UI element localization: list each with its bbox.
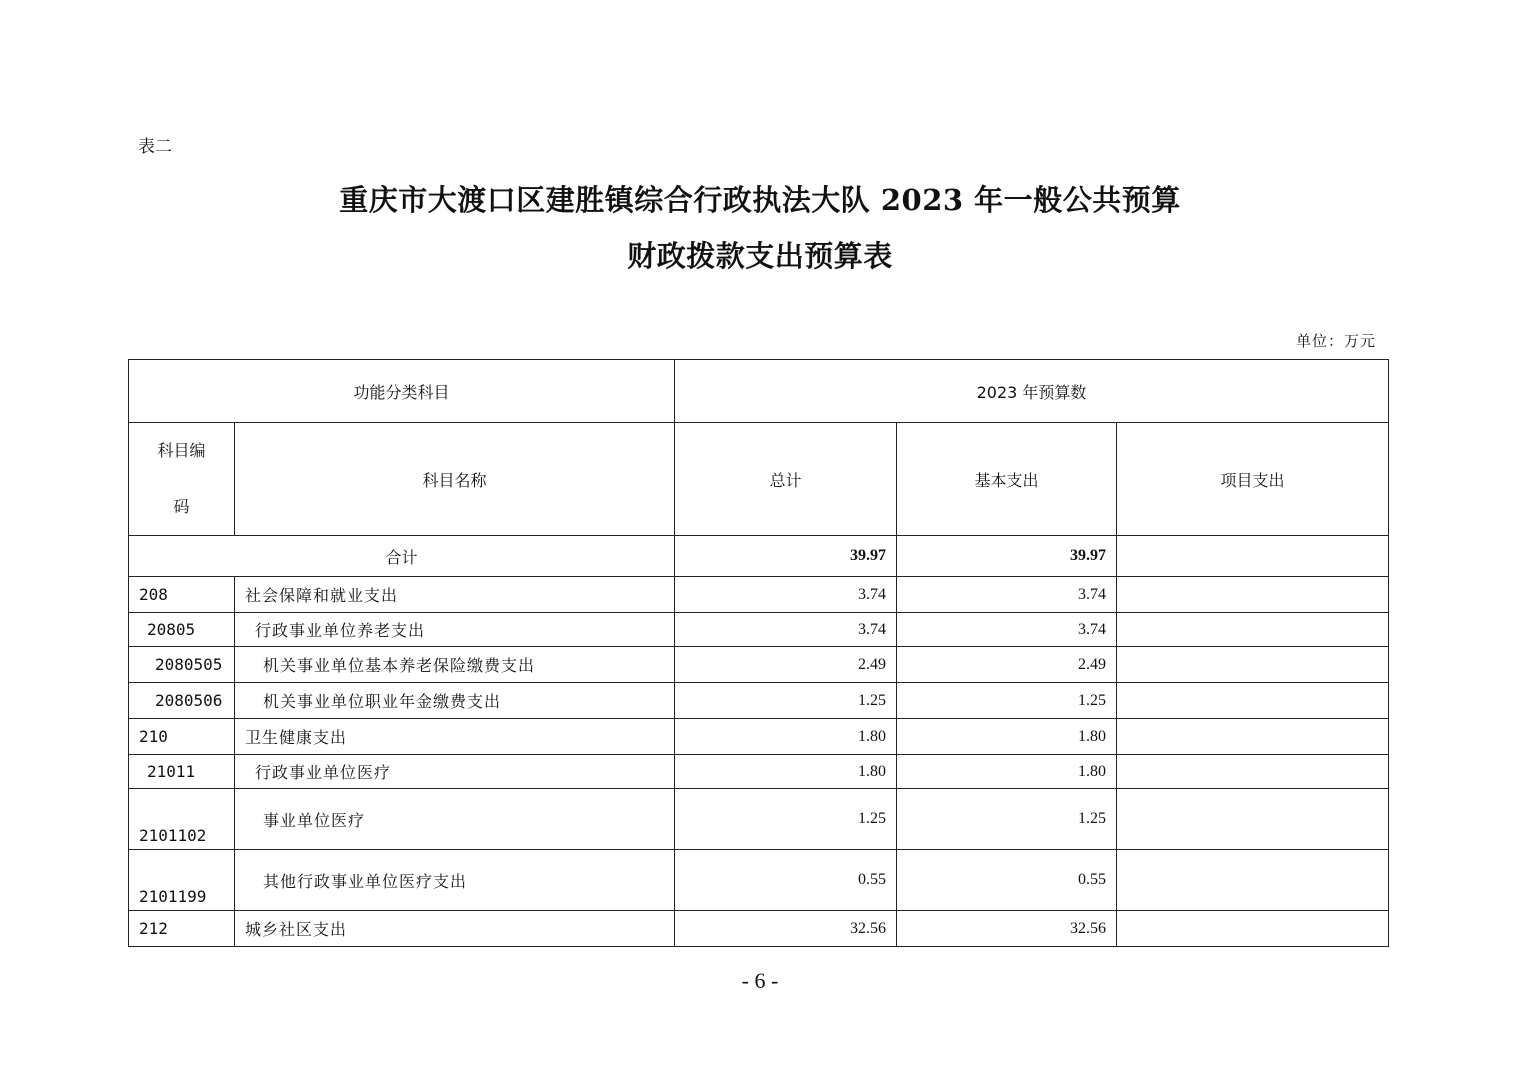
header-budget-year: 2023 年预算数 — [675, 360, 1389, 423]
row-project — [1117, 577, 1389, 613]
header-basic: 基本支出 — [897, 423, 1117, 536]
header-code — [129, 423, 235, 536]
row-code: 2080505 — [129, 647, 235, 683]
row-code: 2101102 — [129, 789, 235, 850]
row-name: 机关事业单位职业年金缴费支出 — [235, 683, 675, 719]
row-code: 20805 — [129, 613, 235, 647]
row-name: 事业单位医疗 — [235, 789, 675, 850]
row-total: 1.80 — [675, 719, 897, 755]
row-code: 2101199 — [129, 850, 235, 911]
header-code-line1: 科目编 — [157, 441, 206, 460]
table-label: 表二 — [138, 137, 172, 157]
row-total: 1.80 — [675, 755, 897, 789]
total-row — [129, 536, 1389, 577]
row-name: 行政事业单位养老支出 — [235, 613, 675, 647]
row-basic: 1.25 — [897, 789, 1117, 850]
row-project — [1117, 789, 1389, 850]
table-row — [129, 755, 1389, 789]
row-project — [1117, 683, 1389, 719]
row-project — [1117, 613, 1389, 647]
table-row — [129, 911, 1389, 947]
row-basic: 3.74 — [897, 613, 1117, 647]
row-code: 208 — [129, 577, 235, 613]
total-total: 39.97 — [675, 536, 897, 577]
table-row — [129, 613, 1389, 647]
page-number: - 6 - — [741, 968, 779, 993]
table-row — [129, 647, 1389, 683]
row-name: 其他行政事业单位医疗支出 — [235, 850, 675, 911]
row-total: 3.74 — [675, 577, 897, 613]
row-name: 卫生健康支出 — [235, 719, 675, 755]
total-project — [1117, 536, 1389, 577]
row-total: 2.49 — [675, 647, 897, 683]
row-basic: 3.74 — [897, 577, 1117, 613]
header-functional-category: 功能分类科目 — [129, 360, 675, 423]
table-row — [129, 850, 1389, 911]
header-project: 项目支出 — [1117, 423, 1389, 536]
row-total: 3.74 — [675, 613, 897, 647]
row-basic: 2.49 — [897, 647, 1117, 683]
row-total: 1.25 — [675, 789, 897, 850]
row-basic: 1.80 — [897, 755, 1117, 789]
document-subtitle: 财政拨款支出预算表 — [627, 239, 893, 273]
row-total: 1.25 — [675, 683, 897, 719]
row-total: 32.56 — [675, 911, 897, 947]
table-row — [129, 577, 1389, 613]
row-basic: 1.25 — [897, 683, 1117, 719]
unit-note: 单位：万元 — [1295, 332, 1376, 350]
row-name: 城乡社区支出 — [235, 911, 675, 947]
row-project — [1117, 719, 1389, 755]
row-code: 210 — [129, 719, 235, 755]
row-project — [1117, 850, 1389, 911]
table-row — [129, 719, 1389, 755]
row-code: 212 — [129, 911, 235, 947]
row-basic: 0.55 — [897, 850, 1117, 911]
row-project — [1117, 647, 1389, 683]
row-basic: 1.80 — [897, 719, 1117, 755]
budget-table — [128, 359, 1389, 947]
row-total: 0.55 — [675, 850, 897, 911]
row-name: 行政事业单位医疗 — [235, 755, 675, 789]
total-label: 合计 — [129, 536, 675, 577]
total-basic: 39.97 — [897, 536, 1117, 577]
header-row-columns — [129, 423, 1389, 536]
row-basic: 32.56 — [897, 911, 1117, 947]
table-row — [129, 789, 1389, 850]
row-code: 2080506 — [129, 683, 235, 719]
row-project — [1117, 755, 1389, 789]
row-name: 机关事业单位基本养老保险缴费支出 — [235, 647, 675, 683]
header-name: 科目名称 — [235, 423, 675, 536]
table-row — [129, 683, 1389, 719]
row-name: 社会保障和就业支出 — [235, 577, 675, 613]
row-code: 21011 — [129, 755, 235, 789]
header-row-top — [129, 360, 1389, 423]
header-total: 总计 — [675, 423, 897, 536]
document-title: 重庆市大渡口区建胜镇综合行政执法大队 2023 年一般公共预算 — [339, 183, 1181, 217]
header-code-line2: 码 — [173, 497, 190, 516]
row-project — [1117, 911, 1389, 947]
